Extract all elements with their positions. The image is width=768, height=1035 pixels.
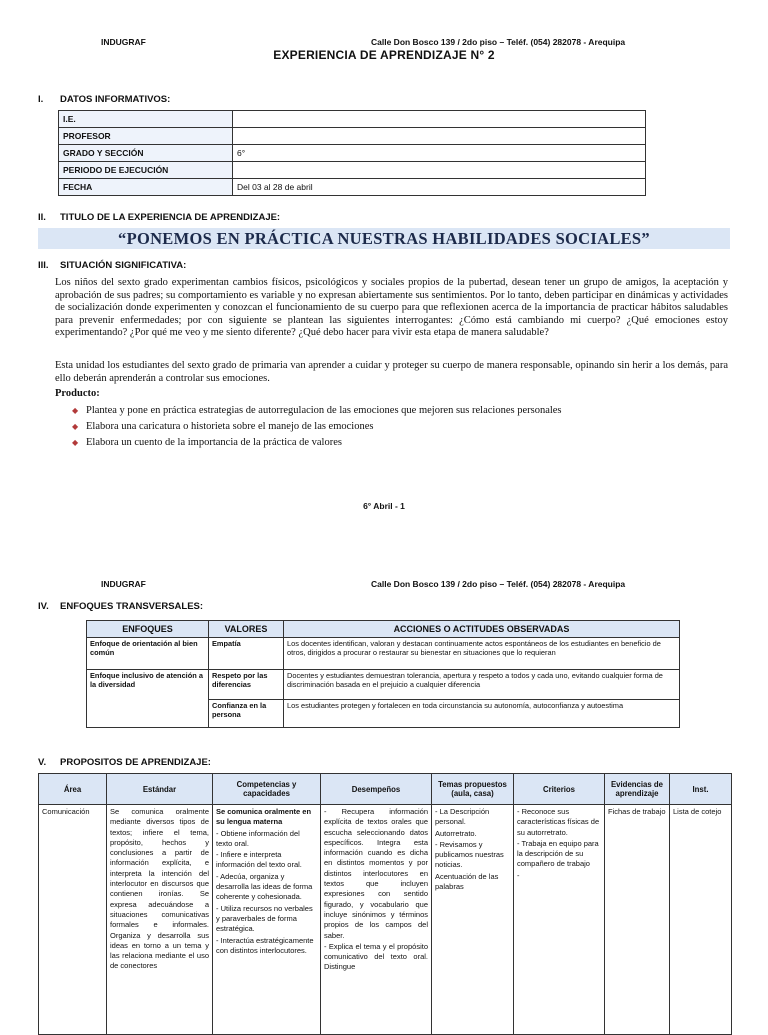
section-1-number: I. [38, 94, 44, 105]
valor-cell: Empatía [209, 638, 284, 670]
section-4-title: ENFOQUES TRANSVERSALES: [60, 601, 204, 612]
enfoques-header: ENFOQUES [87, 621, 209, 638]
section-2-heading [38, 212, 280, 223]
situation-paragraph-2: Esta unidad los estudiantes del sexto grado de primaria van aprender a cuidar y proteger su cuerpo de manera responsable, opinando sin herir a los demás, para ello deberán aprenderán a controlar sus emociones. [55, 360, 728, 384]
info-label: I.E. [59, 111, 233, 128]
purpose-header: Área [39, 774, 107, 805]
info-label: PROFESOR [59, 128, 233, 145]
section-3-heading [38, 260, 186, 271]
purpose-header: Competencias y capacidades [213, 774, 321, 805]
list-item [72, 402, 722, 418]
capacidad-item: - Interactúa estratégicamente con distintos interlocutores. [216, 935, 314, 955]
info-row [59, 179, 646, 196]
competencias-cell [213, 805, 321, 1035]
enfoques-header: ACCIONES O ACTITUDES OBSERVADAS [284, 621, 680, 638]
list-item [72, 434, 722, 450]
capacidad-item: - Adecúa, organiza y desarrolla las ideas de forma coherente y cohesionada. [216, 871, 313, 902]
company-address-2: Calle Don Bosco 139 / 2do piso – Teléf. (054) 282078 - Arequipa [371, 579, 626, 589]
info-label: FECHA [59, 179, 233, 196]
info-table [58, 110, 646, 196]
valor-cell: Confianza en la persona [209, 700, 284, 728]
company-address: Calle Don Bosco 139 / 2do piso – Teléf. (054) 282078 - Arequipa [371, 37, 626, 47]
purpose-header: Estándar [107, 774, 213, 805]
purpose-header: Evidencias de aprendizaje [605, 774, 670, 805]
desempeno-item: - Explica el tema y el propósito comunicativo del texto oral. Distingue [324, 941, 428, 972]
section-4-heading [38, 601, 203, 612]
accion-cell: Los estudiantes protegen y fortalecen en toda circunstancia su autonomía, autoconfianza y autoestima [284, 700, 680, 728]
situation-paragraph-1: Los niños del sexto grado experimentan cambios físicos, psicológicos y sociales propios de la pubertad, desean tener un grupo de amigos, la aceptación y aprobación de sus padres; su comportamiento es variable y no expresan abiertamente sus sentimientos. Por lo tanto, deben participar en dinámicas y actividades de socialización donde experimenten y conozcan el funcionamiento de su cuerpo para que reflexionen acerca de la importancia de practicar hábitos saludables para prevenir enfermedades; por con siguiente se plantean las siguientes interrogantes: ¿Cómo está cambiando mi cuerpo? ¿Qué emociones estoy experimentando? ¿Por qué me veo y me siento diferente? ¿Qué debo hacer para vivir esta etapa de manera saludable? [55, 277, 728, 339]
info-label: PERIODO DE EJECUCIÓN [59, 162, 233, 179]
bullet-icon: ◆ [72, 437, 79, 447]
valor-cell: Respeto por las diferencias [209, 670, 284, 700]
experience-title-banner: “PONEMOS EN PRÁCTICA NUESTRAS HABILIDADES SOCIALES” [38, 228, 730, 249]
info-row [59, 145, 646, 162]
capacidad-item: - Infiere e interpreta información del texto oral. [216, 850, 302, 870]
capacidad-item: - Utiliza recursos no verbales y paraverbales de forma estratégica. [216, 903, 313, 934]
estandar-cell: Se comunica oralmente mediante diversos tipos de textos; infiere el tema, propósito, hechos y conclusiones a partir de información explícita, e interpreta la intención del interlocutor en discursos que contienen ironías. Se expresa adecuándose a situaciones comunicativas formales e informales. Organiza y desarrolla sus ideas en torno a un tema y las relaciona mediante el uso de conectores [107, 805, 213, 1035]
tema-item: Autorretrato. [435, 828, 477, 838]
info-value: Del 03 al 28 de abril [233, 179, 646, 196]
capacidad-item: - Obtiene información del texto oral. [216, 828, 300, 848]
info-label: GRADO Y SECCIÓN [59, 145, 233, 162]
inst-cell: Lista de cotejo [670, 805, 732, 1035]
accion-cell: Docentes y estudiantes demuestran tolerancia, apertura y respeto a todos y cada uno, evitando cualquier forma de discriminación basada en el prejuicio a cualquier diferencia [284, 670, 680, 700]
product-label-text: Producto [55, 388, 97, 399]
purposes-header-row [39, 774, 732, 805]
page-footer: 6° Abril - 1 [363, 501, 405, 511]
evidencias-cell: Fichas de trabajo [605, 805, 670, 1035]
section-5-heading [38, 757, 211, 768]
info-row [59, 111, 646, 128]
company-name-2: INDUGRAF [101, 579, 146, 589]
criterio-item: - [517, 870, 520, 880]
criterio-item: - Trabaja en equipo para la descripción de su compañero de trabajo [517, 838, 599, 869]
accion-cell: Los docentes identifican, valoran y destacan continuamente actos espontáneos de los estudiantes en beneficio de otros, dirigidos a procurar o restaurar su bienestar en situaciones que lo requieran [284, 638, 680, 670]
purpose-header: Inst. [670, 774, 732, 805]
competencia-title: Se comunica oralmente en su lengua materna [216, 807, 312, 827]
bullet-icon: ◆ [72, 421, 79, 431]
table-row [39, 805, 732, 1035]
list-item [72, 418, 722, 434]
enfoques-header-row [87, 621, 680, 638]
product-list [72, 402, 722, 450]
product-label: Producto: [55, 388, 100, 399]
section-2-number: II. [38, 212, 46, 223]
desempeno-item: - Recupera información explícita de textos orales que escucha seleccionando datos específicos. Integra esta información cuando es dicha en distintos momentos y por distintos interlocutores en textos que incluyen expresiones con sentido figurado, y vocabulario que incluye sinónimos y términos propios de los campos del saber. [324, 807, 428, 940]
area-cell: Comunicación [39, 805, 107, 1035]
info-value: 6° [233, 145, 646, 162]
tema-item: - Revisamos y publicamos nuestras noticias. [435, 839, 504, 870]
section-2-title: TITULO DE LA EXPERIENCIA DE APRENDIZAJE: [60, 212, 281, 223]
section-1-heading [38, 94, 170, 105]
info-value [233, 111, 646, 128]
section-3-number: III. [38, 260, 49, 271]
purpose-header: Desempeños [321, 774, 432, 805]
info-value [233, 162, 646, 179]
section-4-number: IV. [38, 601, 49, 612]
info-row [59, 162, 646, 179]
purpose-header: Criterios [514, 774, 605, 805]
criterio-item: - Reconoce sus características físicas de su autorretrato. [517, 807, 600, 837]
table-row [87, 638, 680, 670]
product-text: Elabora una caricatura o historieta sobre el manejo de las emociones [86, 420, 374, 432]
bullet-icon: ◆ [72, 405, 79, 415]
info-row [59, 128, 646, 145]
section-5-number: V. [38, 757, 47, 768]
purpose-header: Temas propuestos (aula, casa) [432, 774, 514, 805]
purposes-table [38, 773, 732, 1035]
info-value [233, 128, 646, 145]
enfoques-header: VALORES [209, 621, 284, 638]
desempenos-cell [321, 805, 432, 1035]
section-1-title: DATOS INFORMATIVOS: [60, 94, 171, 105]
company-name: INDUGRAF [101, 37, 146, 47]
tema-item: Acentuación de las palabras [435, 871, 499, 892]
tema-item: - La Descripción personal. [435, 807, 490, 827]
enfoques-table [86, 620, 680, 728]
section-3-title: SITUACIÓN SIGNIFICATIVA: [60, 260, 187, 271]
product-text: Elabora un cuento de la importancia de la práctica de valores [86, 436, 342, 448]
criterios-cell [514, 805, 605, 1035]
section-5-title: PROPOSITOS DE APRENDIZAJE: [60, 757, 211, 768]
temas-cell [432, 805, 514, 1035]
enfoque-cell: Enfoque de orientación al bien común [87, 638, 209, 670]
product-text: Plantea y pone en práctica estrategias de autorregulacion de las emociones que mejoren sus relaciones personales [86, 404, 562, 416]
page-title: EXPERIENCIA DE APRENDIZAJE N° 2 [273, 48, 495, 62]
table-row [87, 670, 680, 700]
enfoque-cell: Enfoque inclusivo de atención a la diversidad [87, 670, 209, 728]
